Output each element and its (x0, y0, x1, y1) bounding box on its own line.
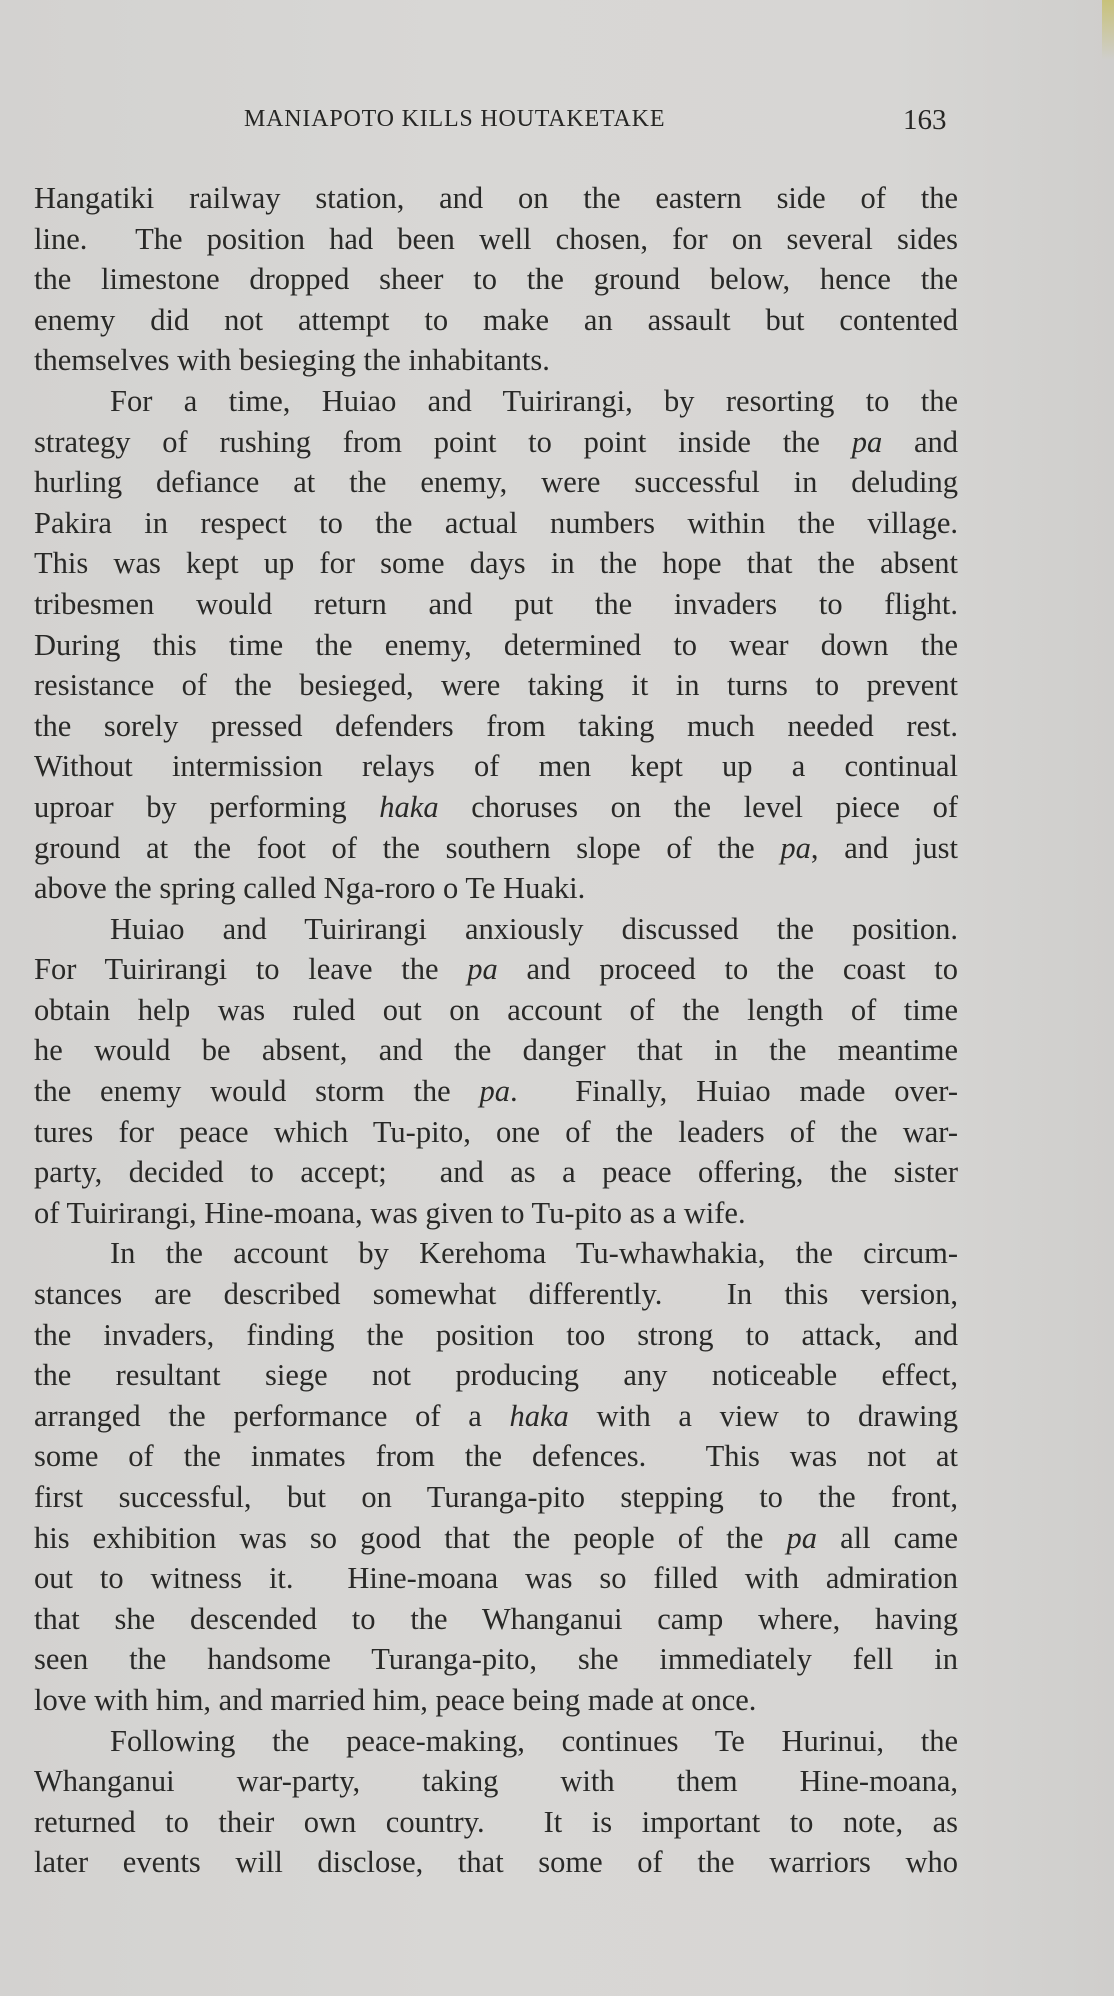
text-line: of Tuirirangi, Hine-moana, was given to Tu-pito as a wife. (34, 1195, 746, 1230)
text-line: his exhibition was so good that the people of the pa all came (34, 1520, 959, 1555)
text-line: hurling defiance at the enemy, were successful in deluding (34, 465, 958, 500)
text-line: This was kept up for some days in the hope that the absent (34, 546, 958, 581)
text-line: stances are described somewhat differently. In this version, (34, 1277, 958, 1312)
text-line: line. The position had been well chosen, for on several sides (34, 221, 958, 256)
text-line: For a time, Huiao and Tuirirangi, by resorting to the (110, 383, 958, 418)
text-line: During this time the enemy, determined to wear down the (34, 627, 958, 662)
text-line: ground at the foot of the southern slope of the pa, and just (34, 830, 959, 865)
text-line: the resultant siege not producing any noticeable effect, (34, 1358, 958, 1393)
italic-word: haka (379, 789, 439, 824)
body-text (34, 178, 958, 1883)
text-line: first successful, but on Turanga-pito stepping to the front, (34, 1480, 958, 1514)
italic-word: pa (851, 424, 883, 459)
italic-word: pa (479, 1074, 511, 1109)
text-line: some of the inmates from the defences. This was not at (34, 1439, 958, 1474)
text-line: resistance of the besieged, were taking it in turns to prevent (34, 668, 958, 703)
text-line: themselves with besieging the inhabitants. (34, 343, 550, 378)
text-line: later events will disclose, that some of the warriors who (34, 1845, 958, 1880)
text-line: uproar by performing haka choruses on the level piece of (34, 789, 959, 824)
page-edge-stain (1102, 0, 1114, 60)
text-line: arranged the performance of a haka with a view to drawing (34, 1398, 959, 1433)
text-line: Huiao and Tuirirangi anxiously discussed the position. (110, 911, 958, 946)
text-line: the limestone dropped sheer to the ground below, hence the (34, 262, 958, 297)
text-line: Whanganui war-party, taking with them Hine-moana, (34, 1764, 958, 1799)
page-number: 163 (903, 104, 947, 136)
text-line: that she descended to the Whanganui camp where, having (34, 1601, 958, 1636)
text-line: the enemy would storm the pa. Finally, Huiao made over- (34, 1074, 958, 1109)
text-line: party, decided to accept; and as a peace offering, the sister (34, 1155, 958, 1190)
text-line: Hangatiki railway station, and on the eastern side of the (34, 181, 958, 215)
italic-word: pa (780, 830, 811, 865)
text-line: enemy did not attempt to make an assault but contented (34, 302, 958, 337)
italic-word: haka (509, 1398, 569, 1433)
italic-word: pa (467, 952, 498, 987)
text-line: he would be absent, and the danger that in the meantime (34, 1033, 958, 1068)
text-line: tribesmen would return and put the invaders to flight. (34, 586, 958, 621)
text-line: In the account by Kerehoma Tu-whawhakia, the circum- (110, 1236, 958, 1271)
text-line: out to witness it. Hine-moana was so filled with admiration (34, 1561, 958, 1596)
text-line: Without intermission relays of men kept up a continual (34, 749, 958, 784)
text-line: the sorely pressed defenders from taking much needed rest. (34, 708, 958, 743)
text-line: seen the handsome Turanga-pito, she immediately fell in (34, 1642, 958, 1677)
italic-word: pa (786, 1520, 818, 1555)
text-line: Pakira in respect to the actual numbers within the village. (34, 505, 958, 540)
text-line: For Tuirirangi to leave the pa and proceed to the coast to (34, 952, 959, 987)
text-line: Following the peace-making, continues Te Hurinui, the (110, 1723, 958, 1758)
text-line: love with him, and married him, peace being made at once. (34, 1682, 757, 1717)
running-head-title: MANIAPOTO KILLS HOUTAKETAKE (244, 106, 666, 132)
text-line: obtain help was ruled out on account of the length of time (34, 992, 958, 1027)
text-line: returned to their own country. It is important to note, as (34, 1804, 958, 1839)
text-line: tures for peace which Tu-pito, one of the leaders of the war- (34, 1114, 958, 1149)
text-line: above the spring called Nga-roro o Te Huaki. (34, 871, 586, 906)
text-line: the invaders, finding the position too strong to attack, and (34, 1317, 958, 1352)
text-line: strategy of rushing from point to point inside the pa and (34, 424, 958, 459)
